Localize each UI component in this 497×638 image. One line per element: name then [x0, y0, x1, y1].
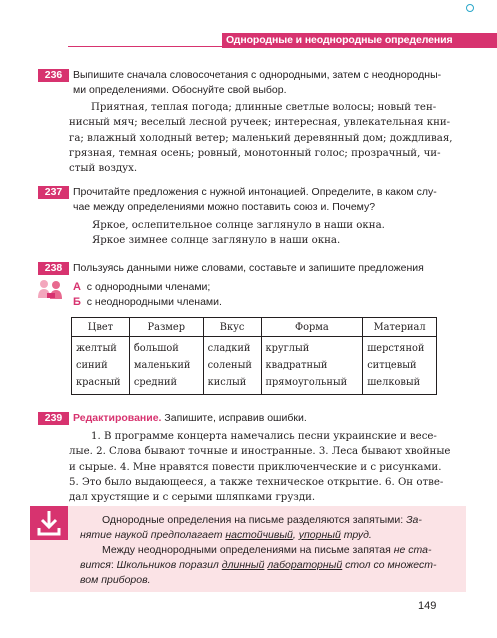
header-cell: Материал: [363, 318, 437, 337]
table-row: [72, 337, 437, 358]
table-cell: шелковый: [363, 374, 437, 395]
exercise-239-text: [69, 429, 450, 505]
task-line: Прочитайте предложения с нужной интонацией. Определите, в каком слу-: [73, 186, 437, 198]
rule-paragraph-1: Однородные определения на письме разделяются запятыми: За- нятие наукой предполагает настойчивый, упорный труд.: [80, 514, 422, 541]
table-cell: ситцевый: [363, 357, 437, 374]
exercise-number-239: 239: [38, 412, 69, 425]
table-cell: кислый: [203, 374, 261, 395]
text-line: 5. Это было выдающееся, а также техническое открытие. 6. Он отве-: [69, 476, 444, 488]
table-cell: квадратный: [261, 357, 363, 374]
option-b: Б с неоднородными членами.: [73, 296, 222, 308]
table-cell: шерстяной: [363, 337, 437, 358]
pair-work-icon: [36, 278, 66, 300]
text-line: Приятная, теплая погода; длинные светлые волосы; новый тен-: [91, 102, 437, 113]
chapter-title: Однородные и неоднородные определения: [226, 34, 453, 46]
exercise-number-236: 236: [38, 69, 69, 82]
exercise-236-task: [73, 68, 441, 98]
table-cell: маленький: [129, 357, 203, 374]
sentence: Яркое зимнее солнце заглянуло в наши окна.: [92, 235, 341, 247]
table-cell: круглый: [261, 337, 363, 358]
task-line: ми определениями. Обоснуйте свой выбор.: [73, 84, 287, 96]
exercise-237-task: [73, 185, 437, 215]
exercise-239-task: Редактирование. Запишите, исправив ошибки.: [73, 412, 307, 424]
sentence: Яркое, ослепительное солнце заглянуло в наши окна.: [92, 220, 385, 231]
exercise-number-238: 238: [38, 262, 69, 275]
table-cell: прямоугольный: [261, 374, 363, 395]
table-cell: красный: [72, 374, 130, 395]
editing-label: Редактирование.: [73, 412, 162, 424]
table-cell: средний: [129, 374, 203, 395]
rule-text: [80, 513, 460, 588]
exercise-238-options: [73, 280, 222, 310]
table-cell: сладкий: [203, 337, 261, 358]
text-line: дал хрустящие и с серыми шляпками грузди.: [69, 492, 316, 504]
exercise-237-sentences: [92, 218, 385, 249]
exercise-238-task: Пользуясь данными ниже словами, составьте и запишите предложения: [73, 262, 424, 274]
table-cell: большой: [129, 337, 203, 358]
download-icon: [30, 506, 68, 540]
table-cell: синий: [72, 357, 130, 374]
table-cell: соленый: [203, 357, 261, 374]
text-line: грязная, темная осень; ровный, монотонный голос; прозрачный, чи-: [69, 147, 441, 159]
exercise-236-text: [69, 100, 453, 176]
text-line: нисный мяч; веселый лесной ручеек; интересная, увлекательная кни-: [69, 117, 451, 129]
table-header-row: [72, 318, 437, 337]
text-line: стый воздух.: [69, 163, 138, 175]
table-row: [72, 357, 437, 374]
header-cell: Форма: [261, 318, 363, 337]
table-cell: желтый: [72, 337, 130, 358]
page-number: 149: [418, 600, 437, 612]
table-row: [72, 374, 437, 395]
text-line: и сырые. 4. Мне нравятся повести приключенческие и с рисунками.: [69, 461, 442, 473]
text-line: га; влажный холодный ветер; маленький деревянный дом; дождливая,: [69, 132, 453, 144]
option-a: А с однородными членами;: [73, 281, 211, 293]
exercise-number-237: 237: [38, 186, 69, 199]
task-line: чае между определениями можно поставить союз и. Почему?: [73, 201, 376, 213]
text-line: 1. В программе концерта намечались песни украинские и весе-: [91, 431, 437, 442]
words-table: [71, 317, 437, 395]
task-line: Выпишите сначала словосочетания с однородными, затем с неоднородны-: [73, 69, 442, 81]
header-cell: Размер: [129, 318, 203, 337]
publisher-logo: [466, 3, 494, 13]
rule-paragraph-2: Между неоднородными определениями на письме запятая не ста- вится: Школьников поразил длинный лабораторный стол со множест- вом приборов.: [80, 544, 437, 586]
header-cell: Вкус: [203, 318, 261, 337]
header-cell: Цвет: [72, 318, 130, 337]
text-line: лые. 2. Слова бывают точные и иностранные. 3. Леса бывают хвойные: [69, 446, 451, 458]
